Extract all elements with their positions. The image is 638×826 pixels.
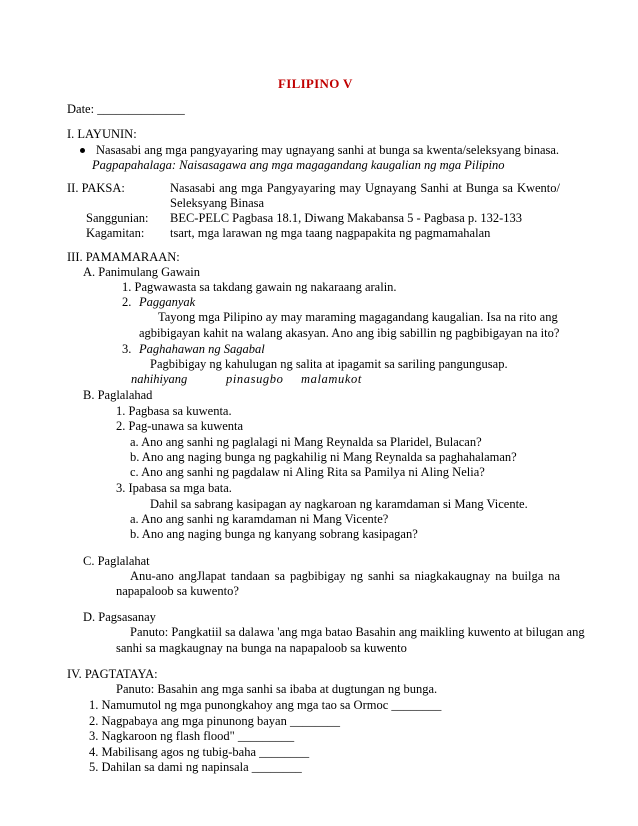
vocab-word-3: malamukot xyxy=(301,372,362,386)
pagtataya-heading: IV. PAGTATAYA: xyxy=(67,667,158,681)
section-a-item-2-label: 2. xyxy=(122,295,132,309)
sanggunian-text: BEC-PELC Pagbasa 18.1, Diwang Makabansa 5 - Pagbasa p. 132-133 xyxy=(170,211,523,225)
layunin-heading: I. LAYUNIN: xyxy=(67,127,137,141)
paksa-text-line-1: Nasasabi ang mga Pangyayaring may Ugnayang Sanhi at Bunga sa Kwento/ xyxy=(170,181,560,195)
pagtataya-panuto: Panuto: Basahin ang mga sanhi sa ibaba at dugtungan ng bunga. xyxy=(116,682,438,696)
kagamitan-text: tsart, mga larawan ng mga taang nagpapakita ng pagmamahalan xyxy=(170,226,491,240)
pamamaraan-heading: III. PAMAMARAAN: xyxy=(67,250,180,264)
section-b-item-2c: c. Ano ang sanhi ng pagdalaw ni Aling Rita sa Pamilya ni Aling Nelia? xyxy=(130,465,485,479)
pagganyak-text-line-2: agbibigayan kahit na walang akasyan. Ano ang ibig sabillin ng pagbibigayan na ito? xyxy=(139,326,560,340)
section-b-item-2: 2. Pag-unawa sa kuwenta xyxy=(116,419,244,433)
section-b-item-2a: a. Ano ang sanhi ng paglalagi ni Mang Reynalda sa Plaridel, Bulacan? xyxy=(130,435,482,449)
paksa-text-line-2: Seleksyang Binasa xyxy=(170,196,265,210)
section-c-text-line-1: Anu-ano angJlapat tandaan sa pagbibigay ng sanhi sa niagkakaugnay na builga na xyxy=(130,569,560,583)
layunin-bullet-text: Nasasabi ang mga pangyayaring may ugnayang sanhi at bunga sa kwenta/seleksyang binasa. xyxy=(96,143,560,157)
pagtataya-item-2: 2. Nagpabaya ang mga pinunong bayan ________ xyxy=(89,714,340,728)
pagtataya-item-4: 4. Mabilisang agos ng tubig-baha ________ xyxy=(89,745,310,759)
pagtataya-item-3: 3. Nagkaroon ng flash flood" _________ xyxy=(89,729,295,743)
section-c-heading: C. Paglalahat xyxy=(83,554,150,568)
date-line: Date: ______________ xyxy=(67,102,185,116)
section-d-text-line-1: Panuto: Pangkatiil sa dalawa 'ang mga batao Basahin ang maikling kuwento at bilugan ang xyxy=(130,625,585,639)
section-d-text-line-2: sanhi sa magkaugnay na bunga na napapaloob sa kuwento xyxy=(116,641,407,655)
section-c-text-line-2: napapaloob sa kuwento? xyxy=(116,584,239,598)
section-b-item-3b: b. Ano ang naging bunga ng kanyang sobrang kasipagan? xyxy=(130,527,418,541)
page-title: FILIPINO V xyxy=(278,76,353,91)
section-a-item-3-label: 3. xyxy=(122,342,132,356)
pagganyak-title: Pagganyak xyxy=(139,295,196,309)
section-a-item-1: 1. Pagwawasta sa takdang gawain ng nakaraang aralin. xyxy=(122,280,397,294)
paghahawan-title: Paghahawan ng Sagabal xyxy=(139,342,265,356)
vocab-word-1: nahihiyang xyxy=(131,372,188,386)
pagtataya-item-5: 5. Dahilan sa dami ng napinsala ________ xyxy=(89,760,302,774)
section-b-item-1: 1. Pagbasa sa kuwenta. xyxy=(116,404,232,418)
paghahawan-text: Pagbibigay ng kahulugan ng salita at ipagamit sa sariling pangungusap. xyxy=(150,357,508,371)
section-b-item-3-text: Dahil sa sabrang kasipagan ay nagkaroan ng karamdaman si Mang Vicente. xyxy=(150,497,528,511)
section-b-item-3: 3. Ipabasa sa mga bata. xyxy=(116,481,232,495)
pagtataya-item-1: 1. Namumutol ng mga punongkahoy ang mga tao sa Ormoc ________ xyxy=(89,698,442,712)
paksa-heading: II. PAKSA: xyxy=(67,181,125,195)
vocab-word-2: pinasugbo xyxy=(226,372,284,386)
sanggunian-label: Sanggunian: xyxy=(86,211,149,225)
section-a-heading: A. Panimulang Gawain xyxy=(83,265,200,279)
pagganyak-text-line-1: Tayong mga Pilipino ay may maraming magagandang kaugalian. Isa na rito ang xyxy=(158,310,558,324)
section-b-heading: B. Paglalahad xyxy=(83,388,153,402)
section-b-item-3a: a. Ano ang sanhi ng karamdaman ni Mang Vicente? xyxy=(130,512,389,526)
section-d-heading: D. Pagsasanay xyxy=(83,610,156,624)
bullet-icon xyxy=(80,148,85,153)
pagpapahalaga-text: Pagpapahalaga: Naisasagawa ang mga magagandang kaugalian ng mga Pilipino xyxy=(92,158,505,172)
section-b-item-2b: b. Ano ang naging bunga ng pagkahilig ni Mang Reynalda sa paghahalaman? xyxy=(130,450,517,464)
kagamitan-label: Kagamitan: xyxy=(86,226,145,240)
